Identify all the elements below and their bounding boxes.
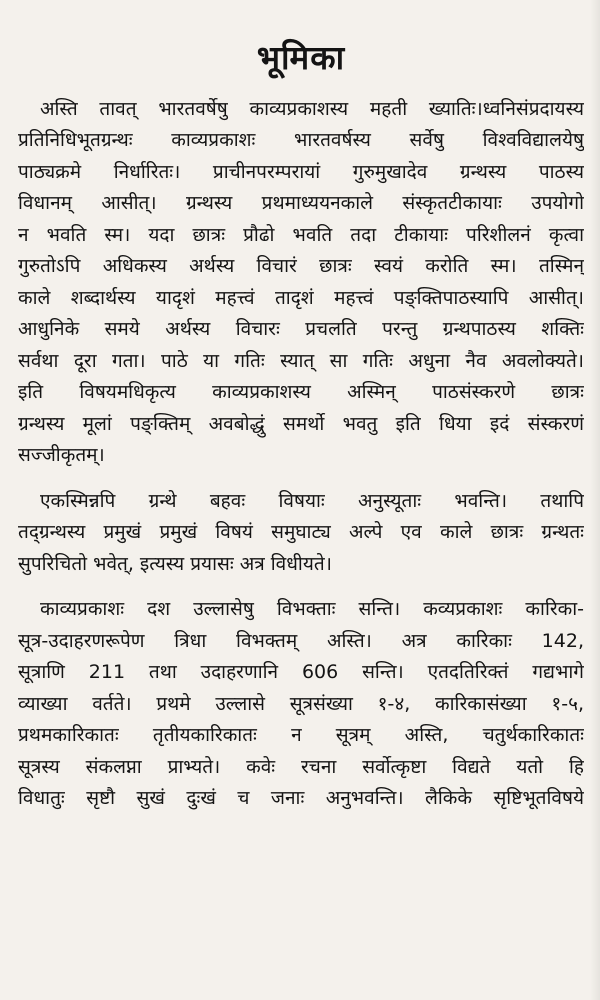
page-title: भूमिका: [256, 38, 346, 77]
paragraph-1: [18, 94, 584, 472]
text-line: काव्यप्रकाशः दश उल्लासेषु विभक्ताः सन्ति। कव्यप्रकाशः कारिका-: [40, 598, 584, 621]
text-line: सूत्राणि 211 तथा उदाहरणानि 606 सन्ति। एतदतिरिक्तं गद्यभागे: [18, 661, 584, 684]
paragraph-3: [18, 594, 584, 815]
text-line: विधातुः सृष्टौ सुखं दुःखं च जनाः अनुभवन्ति। लैकिके सृष्टिभूतविषये: [18, 787, 584, 810]
text-line: पाठ्यक्रमे निर्धारितः। प्राचीनपरम्परायां गुरुमुखादेव ग्रन्थस्य पाठस्य: [18, 160, 584, 183]
text-line: सर्वथा दूरा गता। पाठे या गतिः स्यात् सा गतिः अधुना नैव अवलोक्यते।: [18, 349, 584, 372]
text-line: तद्ग्रन्थस्य प्रमुखं प्रमुखं विषयं समुघाट्य अल्पे एव काले छात्रः ग्रन्थतः: [18, 521, 584, 544]
text-line: न भवति स्म। यदा छात्रः प्रौढो भवति तदा टीकायाः परिशीलनं कृत्वा: [18, 223, 584, 246]
text-line: अस्ति तावत् भारतवर्षेषु काव्यप्रकाशस्य महती ख्यातिः।ध्वनिसंप्रदायस्य: [40, 97, 584, 120]
text-line: काले शब्दार्थस्य यादृशं महत्त्वं तादृशं महत्त्वं पङ्क्तिपाठस्यापि आसीत्।: [18, 286, 584, 309]
text-line: सूत्रस्य संकलप्ना प्राभ्यते। कवेः रचना सर्वोत्कृष्टा विद्यते यतो हि: [18, 755, 584, 778]
text-line: विधानम् आसीत्। ग्रन्थस्य प्रथमाध्ययनकाले संस्कृतटीकायाः उपयोगो: [18, 192, 584, 215]
paragraph-2: [18, 486, 584, 581]
text-line: इति विषयमधिकृत्य काव्यप्रकाशस्य अस्मिन् पाठसंस्करणे छात्रः: [18, 381, 584, 404]
text-line: एकस्मिन्नपि ग्रन्थे बहवः विषयाः अनुस्यूताः भवन्ति। तथापि: [40, 489, 584, 512]
page-edge-shadow: [590, 0, 600, 1000]
text-line: सुपरिचितो भवेत्, इत्यस्य प्रयासः अत्र विधीयते।: [18, 552, 332, 575]
text-line: सूत्र-उदाहरणरूपेण त्रिधा विभक्तम् अस्ति। अत्र कारिकाः 142,: [18, 629, 584, 652]
text-line: गुरुतोऽपि अधिकस्य अर्थस्य विचारं छात्रः स्वयं करोति स्म। तस्मिन्: [18, 255, 584, 278]
text-line: ग्रन्थस्य मूलां पङ्क्तिम् अवबोद्धुं समर्थो भवतु इति धिया इदं संस्करणं: [18, 412, 584, 435]
text-line: प्रथमकारिकातः तृतीयकारिकातः न सूत्रम् अस्ति, चतुर्थकारिकातः: [18, 724, 584, 747]
text-line: प्रतिनिधिभूतग्रन्थः काव्यप्रकाशः भारतवर्षस्य सर्वेषु विश्वविद्यालयेषु: [18, 129, 584, 152]
text-line: सज्जीकृतम्।: [18, 444, 105, 467]
text-line: व्याख्या वर्तते। प्रथमे उल्लासे सूत्रसंख्या १-४, कारिकासंख्या १-५,: [18, 692, 584, 715]
text-line: आधुनिके समये अर्थस्य विचारः प्रचलति परन्तु ग्रन्थपाठस्य शक्तिः: [18, 318, 584, 341]
